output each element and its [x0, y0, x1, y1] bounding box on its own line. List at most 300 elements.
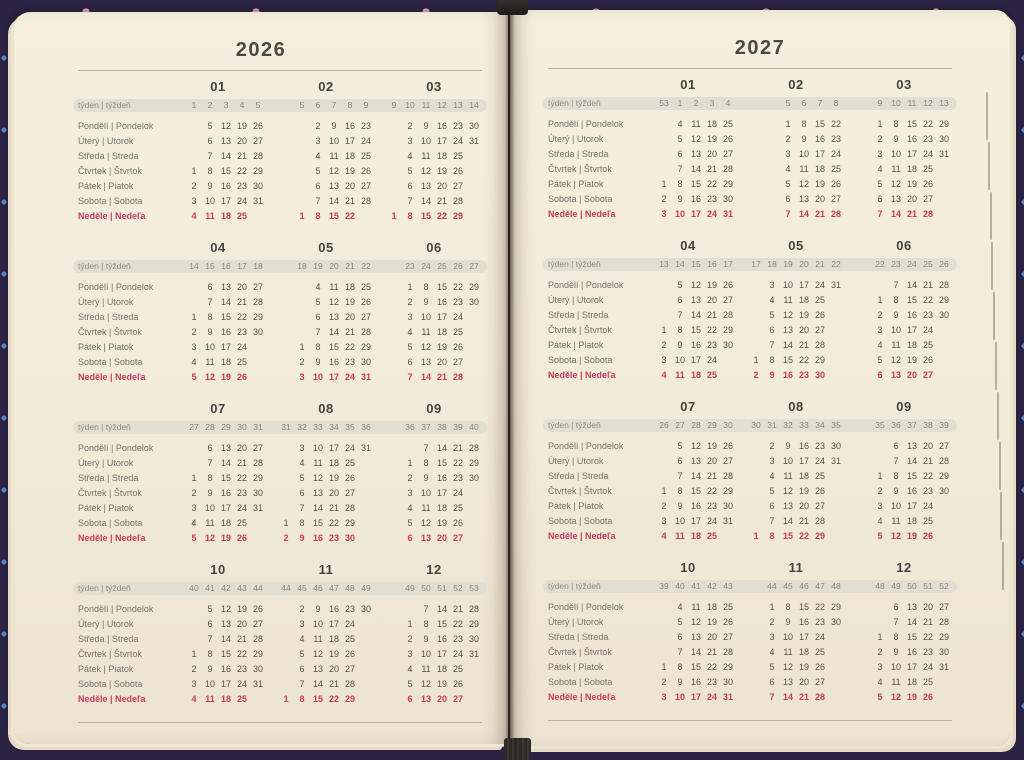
date-cell [402, 602, 418, 617]
date-cell: 12 [220, 604, 231, 614]
date-cell: 11 [891, 340, 901, 350]
month-band [78, 239, 482, 385]
date-cell: 22 [706, 325, 717, 335]
day-label: Pondělí | Pondelok [548, 280, 624, 290]
date-cell: 14 [328, 327, 339, 337]
month-title: 11 [788, 560, 804, 575]
date-cell: 14 [420, 196, 431, 206]
date-cell: 17 [798, 456, 809, 466]
date-cell [186, 149, 202, 164]
date-cell: 13 [690, 149, 701, 159]
sunday-date-cell: 14 [798, 209, 809, 219]
date-cell: 12 [312, 473, 323, 483]
date-cell [466, 340, 482, 355]
week-number: 4 [239, 100, 245, 110]
month-title: 02 [788, 77, 804, 92]
date-cell: 8 [677, 486, 683, 496]
date-cell: 1 [661, 662, 667, 672]
date-cell: 18 [798, 471, 809, 481]
date-cell: 28 [468, 443, 479, 453]
week-number: 7 [817, 98, 823, 108]
dates-area [386, 164, 482, 179]
date-cell: 29 [722, 179, 733, 189]
date-cell: 9 [315, 357, 321, 367]
dates-area [170, 692, 266, 707]
dates-area [856, 675, 952, 690]
date-cell: 19 [328, 649, 339, 659]
week-number: 11 [421, 100, 431, 110]
dates-area [386, 370, 482, 385]
week-number: 46 [313, 583, 323, 593]
date-cell: 26 [360, 166, 371, 176]
week-label: týden | týždeň [78, 583, 131, 593]
dates-area [748, 439, 844, 454]
date-cell [872, 439, 888, 454]
date-cell: 2 [661, 340, 667, 350]
dates-area [170, 134, 266, 149]
date-cell: 5 [769, 310, 775, 320]
date-cell: 22 [328, 518, 339, 528]
date-cell: 8 [801, 119, 807, 129]
date-cell: 4 [315, 151, 321, 161]
day-row [78, 486, 482, 501]
date-cell: 7 [299, 503, 305, 513]
week-number: 17 [751, 259, 761, 269]
sunday-date-cell: 17 [690, 209, 701, 219]
date-cell: 14 [690, 647, 701, 657]
date-cell: 8 [769, 355, 775, 365]
date-cell: 23 [452, 473, 463, 483]
date-cell: 12 [782, 662, 793, 672]
sunday-row [548, 207, 952, 222]
date-cell [278, 677, 294, 692]
date-cell [466, 486, 482, 501]
day-row [548, 514, 952, 529]
date-cell: 12 [420, 518, 431, 528]
date-cell [186, 441, 202, 456]
date-cell [278, 441, 294, 456]
date-cell: 9 [207, 664, 213, 674]
dates-area [386, 295, 482, 310]
date-cell [278, 617, 294, 632]
date-cell: 7 [407, 196, 413, 206]
sunday-date-cell: 10 [674, 692, 685, 702]
date-cell: 5 [677, 134, 683, 144]
week-number: 28 [691, 420, 701, 430]
date-cell: 28 [468, 604, 479, 614]
date-cell [720, 353, 736, 368]
date-cell: 11 [421, 664, 431, 674]
date-cell: 7 [677, 164, 683, 174]
week-number: 14 [675, 259, 685, 269]
date-cell: 9 [315, 604, 321, 614]
month-title-area [170, 562, 266, 577]
month-title: 08 [788, 399, 804, 414]
week-number: 14 [469, 100, 479, 110]
dates-area [856, 645, 952, 660]
day-label: Sobota | Sobota [548, 516, 613, 526]
dates-area [386, 119, 482, 134]
month-title: 04 [680, 238, 696, 253]
calendar-grid-2027 [510, 76, 1010, 705]
week-number: 15 [691, 259, 701, 269]
sunday-date-cell: 26 [922, 692, 933, 702]
date-cell: 3 [661, 516, 667, 526]
date-cell: 10 [420, 312, 431, 322]
date-cell: 4 [299, 634, 305, 644]
date-cell: 2 [299, 604, 305, 614]
day-row [548, 439, 952, 454]
date-cell: 14 [312, 679, 323, 689]
dates-area [640, 660, 736, 675]
dates-area [856, 484, 952, 499]
day-row [548, 177, 952, 192]
date-cell: 2 [769, 441, 775, 451]
month-band [548, 398, 952, 544]
week-number: 21 [345, 261, 355, 271]
date-cell [278, 456, 294, 471]
month-title-area [640, 560, 736, 575]
sunday-row [548, 690, 952, 705]
day-label: Středa | Streda [548, 149, 609, 159]
date-cell [748, 278, 764, 293]
date-cell: 4 [407, 327, 413, 337]
dates-area [170, 501, 266, 516]
sunday-date-cell: 13 [890, 370, 901, 380]
date-cell [936, 353, 952, 368]
dates-area [386, 355, 482, 370]
week-numbers-area [386, 99, 482, 112]
dates-area [170, 194, 266, 209]
sunday-date-cell [250, 209, 266, 224]
date-cell: 13 [798, 194, 809, 204]
date-cell: 31 [722, 516, 733, 526]
date-cell: 4 [769, 647, 775, 657]
week-number: 1 [191, 100, 197, 110]
dates-area [170, 209, 266, 224]
date-cell [466, 662, 482, 677]
date-cell [386, 134, 402, 149]
date-cell: 16 [436, 297, 447, 307]
dates-area [170, 325, 266, 340]
week-number: 20 [329, 261, 339, 271]
dates-area [278, 456, 374, 471]
day-row [548, 147, 952, 162]
date-cell: 14 [312, 503, 323, 513]
date-cell: 5 [769, 486, 775, 496]
week-number: 2 [207, 100, 213, 110]
dates-area [386, 632, 482, 647]
date-cell: 20 [328, 664, 339, 674]
date-cell: 29 [468, 619, 479, 629]
date-cell: 6 [207, 136, 213, 146]
date-cell [828, 675, 844, 690]
date-cell: 24 [360, 136, 371, 146]
date-cell: 25 [452, 503, 463, 513]
dates-area [170, 471, 266, 486]
date-cell: 28 [722, 164, 733, 174]
dates-area [170, 280, 266, 295]
date-cell: 1 [407, 619, 413, 629]
sunday-date-cell: 29 [452, 211, 463, 221]
month-titles-row [548, 237, 952, 254]
date-cell: 5 [785, 179, 791, 189]
date-cell: 24 [706, 355, 717, 365]
sunday-date-cell: 18 [220, 211, 231, 221]
date-cell: 5 [877, 355, 883, 365]
date-cell: 18 [906, 340, 917, 350]
date-cell [828, 660, 844, 675]
date-cell: 13 [220, 443, 231, 453]
date-cell: 28 [252, 151, 263, 161]
week-number: 5 [785, 98, 791, 108]
week-numbers-area [278, 582, 374, 595]
date-cell: 21 [236, 634, 247, 644]
page-2026 [14, 12, 508, 744]
week-header-bar [543, 419, 957, 432]
date-cell: 27 [452, 357, 463, 367]
date-cell: 23 [360, 121, 371, 131]
day-label: Pátek | Piatok [548, 501, 604, 511]
month-title-area [856, 560, 952, 575]
date-cell: 4 [407, 151, 413, 161]
date-cell [386, 164, 402, 179]
sunday-date-cell: 16 [782, 370, 793, 380]
date-cell: 15 [436, 619, 447, 629]
date-cell: 24 [830, 149, 841, 159]
week-number: 22 [831, 259, 841, 269]
month-title-area [640, 399, 736, 414]
dates-area [856, 529, 952, 544]
date-cell [386, 194, 402, 209]
date-cell: 14 [690, 164, 701, 174]
dates-area [278, 692, 374, 707]
week-numbers-area [640, 97, 736, 110]
week-number: 45 [783, 581, 793, 591]
dates-area [856, 454, 952, 469]
sunday-label: Neděle | Nedeľa [78, 694, 146, 704]
date-cell [748, 323, 764, 338]
date-cell: 11 [891, 516, 901, 526]
date-cell [828, 338, 844, 353]
date-cell: 26 [344, 473, 355, 483]
date-cell: 18 [328, 634, 339, 644]
week-number: 30 [751, 420, 761, 430]
date-cell [748, 439, 764, 454]
week-number: 25 [437, 261, 447, 271]
date-cell: 1 [191, 166, 197, 176]
day-label: Čtvrtek | Štvrtok [78, 166, 142, 176]
date-cell: 25 [922, 677, 933, 687]
date-cell: 5 [677, 617, 683, 627]
date-cell: 24 [452, 649, 463, 659]
sunday-date-cell: 5 [877, 692, 883, 702]
date-cell: 30 [938, 647, 949, 657]
dates-area [170, 370, 266, 385]
dates-area [856, 117, 952, 132]
month-title-area [278, 562, 374, 577]
week-label: týden | týždeň [78, 261, 131, 271]
date-cell [294, 149, 310, 164]
date-cell: 7 [677, 647, 683, 657]
month-band [78, 400, 482, 546]
date-cell: 25 [236, 357, 247, 367]
month-title: 12 [426, 562, 442, 577]
dates-area [748, 293, 844, 308]
date-cell: 21 [798, 340, 809, 350]
date-cell: 26 [722, 441, 733, 451]
tab-cut-line [990, 192, 992, 240]
date-cell: 9 [893, 310, 899, 320]
date-cell: 31 [830, 280, 841, 290]
date-cell: 16 [220, 664, 231, 674]
date-cell: 4 [877, 516, 883, 526]
date-cell: 29 [468, 282, 479, 292]
date-cell: 25 [236, 518, 247, 528]
date-cell: 19 [906, 355, 917, 365]
week-numbers-area [386, 421, 482, 434]
sunday-date-cell: 20 [436, 533, 447, 543]
date-cell [936, 338, 952, 353]
date-cell: 15 [690, 325, 701, 335]
dates-area [856, 368, 952, 383]
date-cell: 8 [207, 312, 213, 322]
day-label: Úterý | Utorok [78, 136, 134, 146]
month-band [548, 559, 952, 705]
date-cell: 24 [814, 632, 825, 642]
date-cell: 28 [938, 280, 949, 290]
date-cell: 17 [328, 619, 339, 629]
date-cell: 3 [769, 280, 775, 290]
date-cell: 23 [452, 121, 463, 131]
date-cell: 29 [938, 471, 949, 481]
date-cell: 31 [468, 136, 479, 146]
day-label: Sobota | Sobota [548, 355, 613, 365]
sunday-date-cell [828, 368, 844, 383]
date-cell: 1 [191, 312, 197, 322]
date-cell: 26 [452, 342, 463, 352]
dates-area [640, 484, 736, 499]
date-cell [656, 162, 672, 177]
month-title: 03 [426, 79, 442, 94]
date-cell: 26 [252, 604, 263, 614]
divider-line [548, 68, 952, 69]
date-cell: 25 [360, 282, 371, 292]
date-cell: 14 [690, 471, 701, 481]
date-cell: 20 [798, 677, 809, 687]
dates-area [386, 501, 482, 516]
sunday-label: Neděle | Nedeľa [548, 531, 616, 541]
date-cell: 5 [299, 473, 305, 483]
date-cell: 8 [893, 119, 899, 129]
date-cell [466, 164, 482, 179]
sunday-date-cell: 27 [452, 533, 463, 543]
dates-area [278, 194, 374, 209]
week-number: 49 [891, 581, 901, 591]
day-row [548, 600, 952, 615]
date-cell: 28 [344, 503, 355, 513]
date-cell: 14 [782, 340, 793, 350]
date-cell: 20 [344, 312, 355, 322]
date-cell: 7 [207, 297, 213, 307]
date-cell: 6 [893, 441, 899, 451]
date-cell: 25 [722, 119, 733, 129]
date-cell: 9 [893, 486, 899, 496]
month-band [548, 76, 952, 222]
week-numbers-area [170, 421, 266, 434]
year-title: 2027 [734, 37, 786, 59]
week-number: 11 [907, 98, 917, 108]
date-cell: 8 [677, 662, 683, 672]
date-cell: 26 [344, 649, 355, 659]
day-label: Středa | Streda [548, 471, 609, 481]
month-title-area [748, 77, 844, 92]
week-label: týden | týždeň [548, 259, 601, 269]
date-cell: 17 [436, 136, 447, 146]
day-label: Středa | Streda [78, 634, 139, 644]
dates-area [856, 207, 952, 222]
date-cell: 5 [677, 280, 683, 290]
date-cell: 11 [691, 119, 701, 129]
dates-area [856, 293, 952, 308]
sunday-date-cell: 14 [782, 692, 793, 702]
date-cell: 20 [798, 501, 809, 511]
dates-area [386, 310, 482, 325]
month-title-area [856, 238, 952, 253]
date-cell: 8 [207, 473, 213, 483]
date-cell: 21 [452, 443, 463, 453]
day-label: Sobota | Sobota [78, 357, 143, 367]
date-cell: 28 [252, 458, 263, 468]
day-label: Pátek | Piatok [78, 181, 134, 191]
day-row [78, 516, 482, 531]
dates-area [748, 308, 844, 323]
week-number: 39 [659, 581, 669, 591]
date-cell: 29 [252, 166, 263, 176]
dates-area [278, 209, 374, 224]
day-label: Čtvrtek | Štvrtok [548, 486, 612, 496]
date-cell: 8 [893, 295, 899, 305]
date-cell: 17 [436, 488, 447, 498]
date-cell: 3 [877, 325, 883, 335]
dates-area [170, 310, 266, 325]
sunday-date-cell: 16 [312, 533, 323, 543]
date-cell: 10 [420, 649, 431, 659]
date-cell: 21 [922, 617, 933, 627]
date-cell: 3 [407, 312, 413, 322]
date-cell: 8 [207, 649, 213, 659]
date-cell [294, 164, 310, 179]
dates-area [278, 516, 374, 531]
date-cell: 7 [423, 604, 429, 614]
week-number: 17 [237, 261, 247, 271]
date-cell [358, 647, 374, 662]
dates-area [640, 353, 736, 368]
date-cell: 25 [814, 471, 825, 481]
dates-area [748, 529, 844, 544]
sunday-date-cell: 25 [236, 694, 247, 704]
day-row [78, 119, 482, 134]
date-cell: 6 [207, 282, 213, 292]
dates-area [748, 207, 844, 222]
date-cell: 10 [312, 619, 323, 629]
date-cell: 24 [452, 488, 463, 498]
date-cell: 25 [344, 634, 355, 644]
date-cell [278, 486, 294, 501]
month-title-area [170, 401, 266, 416]
date-cell: 21 [706, 647, 717, 657]
date-cell: 3 [877, 501, 883, 511]
